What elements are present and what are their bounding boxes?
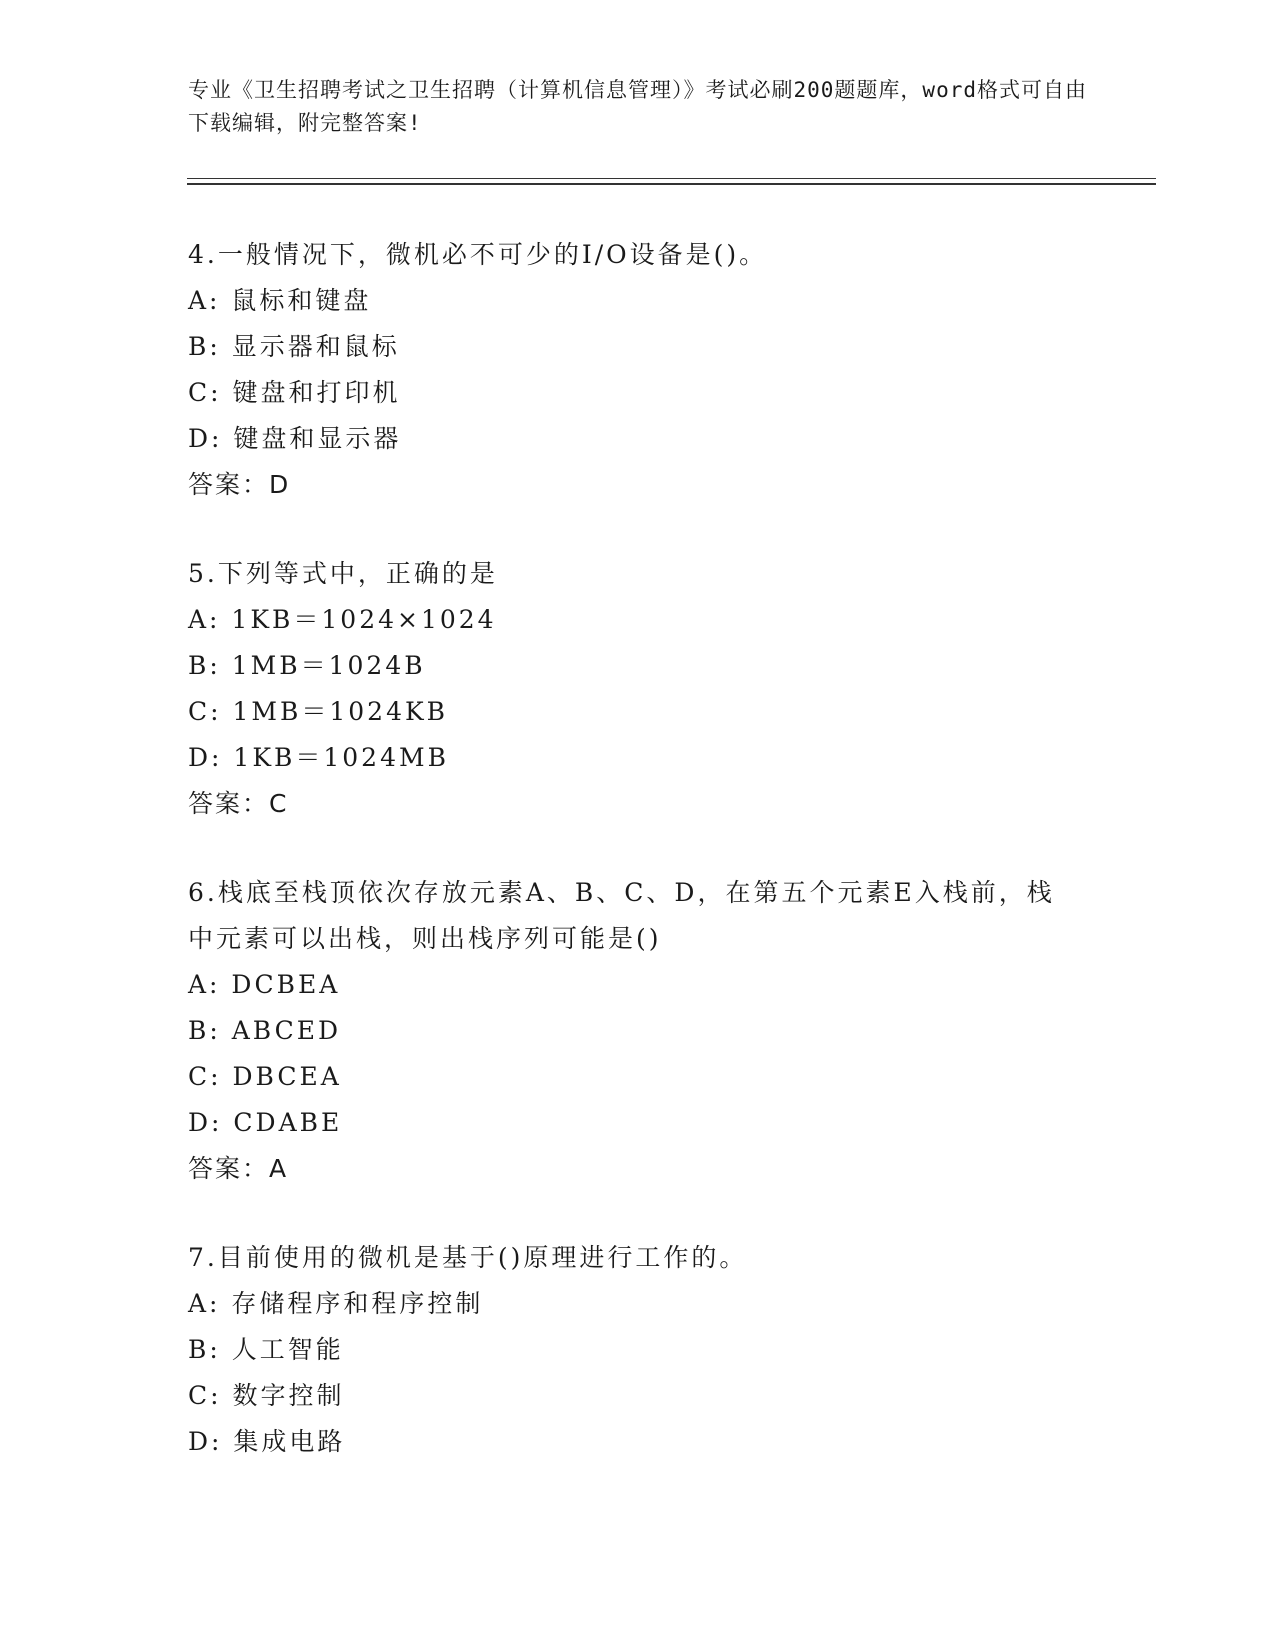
option-d: D: 键盘和显示器 <box>188 424 402 453</box>
option-c: C: DBCEA <box>188 1062 342 1091</box>
answer-line: 答案：C <box>188 789 289 818</box>
question-text: 6.栈底至栈顶依次存放元素A、B、C、D，在第五个元素E入栈前，栈中元素可以出栈，则出栈序列可能是() <box>188 878 1055 953</box>
option-c: C: 键盘和打印机 <box>188 378 401 407</box>
question-5 <box>188 551 1088 827</box>
question-list <box>188 232 1088 1508</box>
option-b: B: 人工智能 <box>188 1335 344 1364</box>
document-header: 专业《卫生招聘考试之卫生招聘（计算机信息管理）》考试必刷200题题库，word格式可自由下载编辑，附完整答案! <box>188 78 1087 135</box>
option-d: D: CDABE <box>188 1108 343 1137</box>
header-divider-thin <box>187 178 1156 179</box>
option-c: C: 数字控制 <box>188 1381 345 1410</box>
answer-line: 答案：A <box>188 1154 289 1183</box>
option-b: B: ABCED <box>188 1016 342 1045</box>
option-d: D: 1KB＝1024MB <box>188 743 449 772</box>
option-d: D: 集成电路 <box>188 1427 346 1456</box>
option-a: A: 鼠标和键盘 <box>188 286 372 315</box>
header-divider-thick <box>187 183 1156 185</box>
question-7 <box>188 1235 1088 1465</box>
option-a: A: DCBEA <box>188 970 341 999</box>
question-text: 7.目前使用的微机是基于()原理进行工作的。 <box>188 1243 748 1272</box>
option-a: A: 1KB＝1024×1024 <box>188 605 497 634</box>
question-text: 4.一般情况下，微机必不可少的I/O设备是()。 <box>188 240 768 269</box>
answer-line: 答案：D <box>188 470 291 499</box>
option-c: C: 1MB＝1024KB <box>188 697 449 726</box>
question-6 <box>188 870 1088 1192</box>
option-b: B: 1MB＝1024B <box>188 651 426 680</box>
option-a: A: 存储程序和程序控制 <box>188 1289 484 1318</box>
option-b: B: 显示器和鼠标 <box>188 332 400 361</box>
question-4 <box>188 232 1088 508</box>
question-text: 5.下列等式中，正确的是 <box>188 559 498 588</box>
